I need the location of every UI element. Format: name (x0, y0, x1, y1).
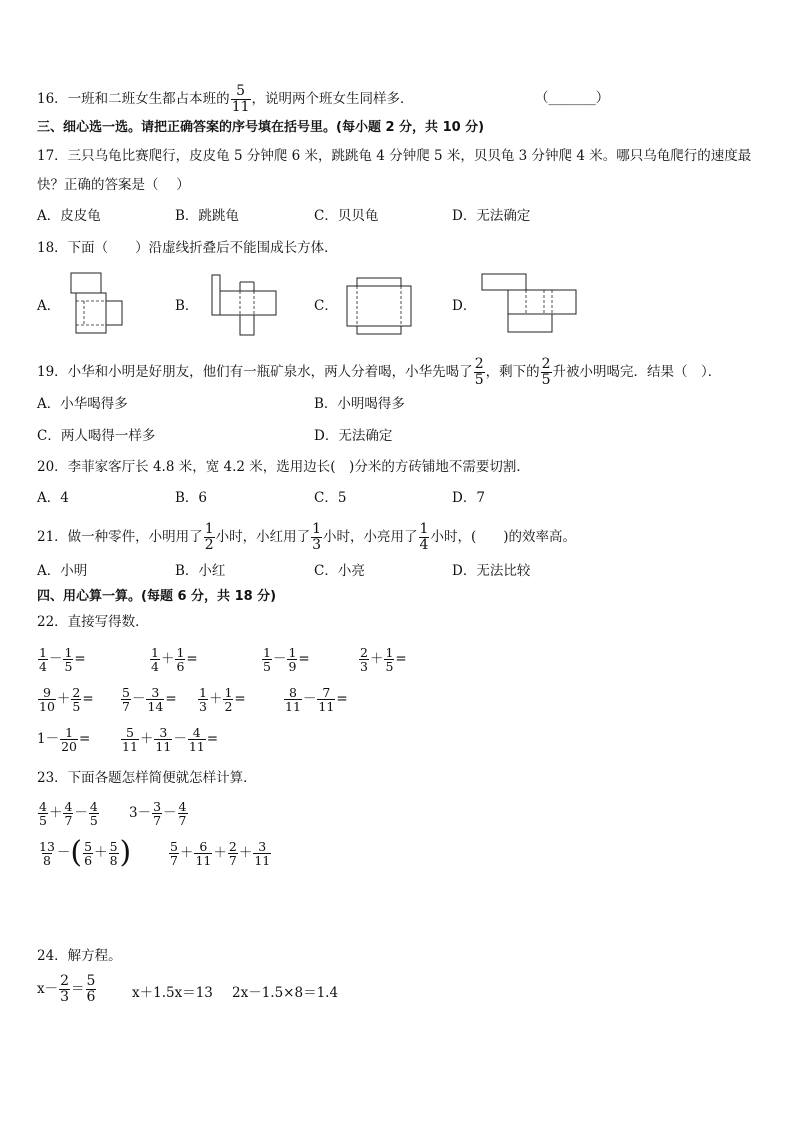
section-4-heading: 四、用心算一算。(每题 6 分，共 18 分) (37, 589, 277, 604)
fraction: $\frac{1}{2}$ (204, 521, 214, 553)
calc-expression: 1－ $\frac{1}{20}$ = (37, 725, 91, 754)
question-22-title: 22．直接写得数． (37, 614, 149, 630)
calc-expression: 3－ $\frac{3}{7}$ － $\frac{4}{7}$ (129, 799, 187, 828)
question-16: 16．一班和二班女生都占本班的 $\frac{5}{11}$ ，说明两个班女生同样多． (37, 83, 414, 115)
question-21: 21．做一种零件，小明用了 $\frac{1}{2}$ 小时，小红用了 $\frac{1}{3}$ 小时，小亮用了 $\frac{1}{4}$ 小时，( )的效率高。 (37, 521, 576, 553)
calc-expression: $\frac{1}{3}$ ＋ $\frac{1}{2}$ = (199, 685, 246, 714)
question-17-line2: 快？正确的答案是（ ） (37, 177, 190, 193)
q17-option-b[interactable]: B．跳跳龟 (175, 208, 239, 224)
calc-expression: $\frac{5}{7}$ ＋ $\frac{6}{11}$ ＋ $\frac{2}{7}$ ＋ $\frac{3}{11}$ (170, 839, 271, 868)
fraction: $\frac{1}{3}$ (312, 521, 322, 553)
fraction: $\frac{2}{5}$ (541, 356, 551, 388)
net-diagram-c (344, 276, 414, 336)
calc-expression: $\frac{4}{5}$ ＋ $\frac{4}{7}$ － $\frac{4}{5}$ (39, 799, 98, 828)
question-23-title: 23．下面各题怎样简便就怎样计算． (37, 770, 257, 786)
q20-option-c[interactable]: C．5 (314, 490, 347, 506)
q20-option-b[interactable]: B．6 (175, 490, 208, 506)
net-diagram-b (207, 274, 279, 336)
answer-blank-16[interactable]: （_______） (535, 90, 610, 106)
q18-option-b[interactable]: B． (175, 298, 199, 314)
q18-option-d[interactable]: D． (452, 298, 477, 314)
q19-option-c[interactable]: C．两人喝得一样多 (37, 428, 156, 444)
q18-option-c[interactable]: C． (314, 298, 338, 314)
q21-option-b[interactable]: B．小红 (175, 563, 226, 579)
question-18: 18．下面（ ）沿虚线折叠后不能围成长方体． (37, 240, 338, 256)
calc-expression: $\frac{13}{8}$ －( $\frac{5}{6}$ ＋ $\frac{5}{8}$ ) (39, 835, 132, 870)
q21-option-d[interactable]: D．无法比较 (452, 563, 531, 579)
left-paren: ( (70, 835, 83, 870)
net-diagram-a (68, 272, 128, 336)
q17-option-c[interactable]: C．贝贝龟 (314, 208, 379, 224)
q18-option-a[interactable]: A． (37, 298, 61, 314)
calc-expression: $\frac{2}{3}$ ＋ $\frac{1}{5}$ = (360, 645, 407, 674)
calc-expression: $\frac{1}{5}$ － $\frac{1}{9}$ = (263, 645, 310, 674)
calc-expression: $\frac{1}{4}$ － $\frac{1}{5}$ = (39, 645, 86, 674)
fraction: $\frac{5}{11}$ (231, 83, 250, 115)
question-19: 19．小华和小明是好朋友，他们有一瓶矿泉水，两人分着喝，小华先喝了 $\frac{2}{5}$ ，剩下的 $\frac{2}{5}$ 升被小明喝完．结果（ ）． (37, 356, 722, 388)
right-paren: ) (119, 835, 132, 870)
q19-option-d[interactable]: D．无法确定 (314, 428, 393, 444)
fraction: $\frac{1}{4}$ (419, 521, 429, 553)
q19-option-a[interactable]: A．小华喝得多 (37, 396, 128, 412)
question-24-title: 24．解方程。 (37, 948, 122, 964)
calc-expression: $\frac{8}{11}$ － $\frac{7}{11}$ = (285, 685, 348, 714)
q21-option-c[interactable]: C．小亮 (314, 563, 365, 579)
equation: x＋1.5x＝13 (132, 985, 213, 1001)
net-diagram-d (480, 272, 578, 336)
q21-option-a[interactable]: A．小明 (37, 563, 88, 579)
calc-expression: $\frac{1}{4}$ ＋ $\frac{1}{6}$ = (151, 645, 198, 674)
q20-option-a[interactable]: A．4 (37, 490, 69, 506)
q17-option-d[interactable]: D．无法确定 (452, 208, 531, 224)
q19-option-b[interactable]: B．小明喝得多 (314, 396, 405, 412)
question-20: 20．李菲家客厅长 4.8 米，宽 4.2 米，选用边长( )分米的方砖铺地不需要切割． (37, 459, 530, 475)
calc-expression: $\frac{5}{11}$ ＋ $\frac{3}{11}$ － $\frac{4}{11}$ = (122, 725, 219, 754)
calc-expression: $\frac{9}{10}$ ＋ $\frac{2}{5}$ = (39, 685, 94, 714)
calc-expression: $\frac{5}{7}$ － $\frac{3}{14}$ = (122, 685, 177, 714)
section-3-heading: 三、细心选一选。请把正确答案的序号填在括号里。(每小题 2 分，共 10 分) (37, 120, 485, 135)
equation: x－ $\frac{2}{3}$ ＝ $\frac{5}{6}$ (37, 973, 96, 1005)
q17-option-a[interactable]: A．皮皮龟 (37, 208, 101, 224)
fraction: $\frac{2}{5}$ (474, 356, 484, 388)
q20-option-d[interactable]: D．7 (452, 490, 485, 506)
question-17-line1: 17．三只乌龟比赛爬行，皮皮龟 5 分钟爬 6 米，跳跳龟 4 分钟爬 5 米，贝贝龟 3 分钟爬 4 米。哪只乌龟爬行的速度最 (37, 148, 752, 164)
equation: 2x－1.5×8＝1.4 (232, 985, 339, 1001)
